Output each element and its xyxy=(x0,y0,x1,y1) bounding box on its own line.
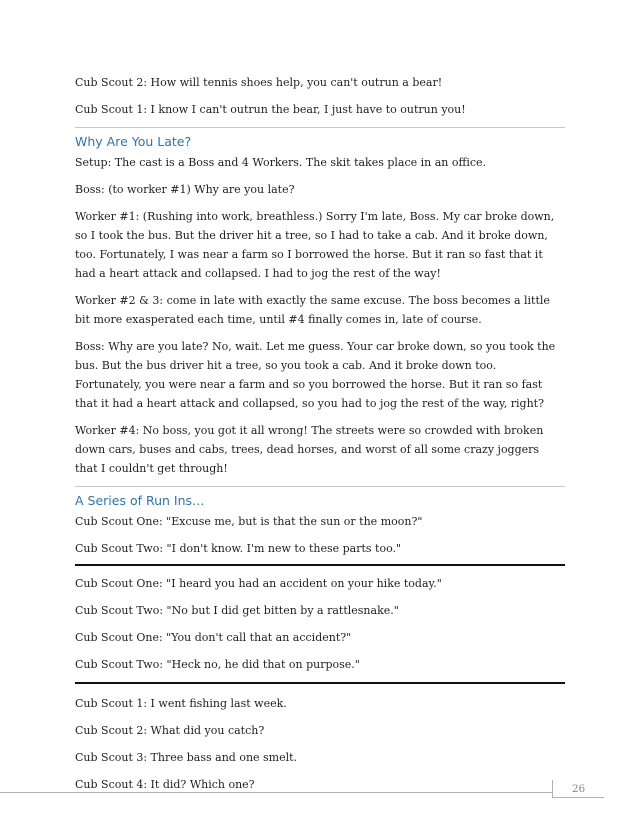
dialogue-line: Cub Scout 4: It did? Which one? xyxy=(75,778,255,791)
dialogue-paragraph: Boss: Why are you late? No, wait. Let me guess. Your car broke down, so you took the bus. But the bus driver hit a tree, so you took a cab. And it broke down too. Fortunately, you were near a farm and so you borrowed the horse. But it ran so fast that it had a heart attack and collapsed, so you had to jog the rest of the way, right? xyxy=(75,340,556,410)
joke-block-rattlesnake xyxy=(75,574,565,674)
section-divider xyxy=(75,127,565,128)
joke-divider xyxy=(75,564,565,566)
dialogue-line: Cub Scout One: "I heard you had an accident on your hike today." xyxy=(75,577,442,590)
section-divider xyxy=(75,486,565,487)
page-number: 26 xyxy=(552,780,604,798)
dialogue-line: Cub Scout 1: I know I can't outrun the bear, I just have to outrun you! xyxy=(75,103,466,116)
page-footer xyxy=(0,775,638,805)
dialogue-line: Cub Scout 1: I went fishing last week. xyxy=(75,697,287,710)
page-content xyxy=(75,73,565,802)
dialogue-paragraph: Worker #1: (Rushing into work, breathless.) Sorry I'm late, Boss. My car broke down, so I took the bus. But the driver hit a tree, so I had to take a cab. And it broke down, too. Fortunately, I was near a farm so I borrowed the horse. But it ran so fast that it had a heart attack and collapsed. I had to jog the rest of the way! xyxy=(75,210,555,280)
joke-divider xyxy=(75,682,565,684)
section-title: Why Are You Late? xyxy=(75,134,192,149)
dialogue-line: Cub Scout Two: "No but I did get bitten by a rattlesnake." xyxy=(75,604,399,617)
dialogue-line: Cub Scout One: "You don't call that an accident?" xyxy=(75,631,352,644)
dialogue-paragraph: Worker #2 & 3: come in late with exactly the same excuse. The boss becomes a little bit more exasperated each time, until #4 finally comes in, late of course. xyxy=(75,294,550,326)
section-series-of-run-ins xyxy=(75,486,565,794)
dialogue-line: Cub Scout 2: How will tennis shoes help, you can't outrun a bear! xyxy=(75,76,443,89)
dialogue-line: Cub Scout 3: Three bass and one smelt. xyxy=(75,751,298,764)
dialogue-line: Cub Scout Two: "I don't know. I'm new to these parts too." xyxy=(75,542,402,555)
dialogue-line: Cub Scout 2: What did you catch? xyxy=(75,724,265,737)
dialogue-paragraph: Worker #4: No boss, you got it all wrong! The streets were so crowded with broken down cars, buses and cabs, trees, dead horses, and worst of all some crazy joggers that I couldn't get through! xyxy=(75,424,544,475)
footer-rule xyxy=(0,792,552,793)
dialogue-line: Cub Scout One: "Excuse me, but is that the sun or the moon?" xyxy=(75,515,423,528)
intro-dialogue xyxy=(75,73,565,119)
joke-block-sun-moon xyxy=(75,512,565,558)
dialogue-line: Boss: (to worker #1) Why are you late? xyxy=(75,183,295,196)
section-title: A Series of Run Ins… xyxy=(75,493,205,508)
setup-line: Setup: The cast is a Boss and 4 Workers. The skit takes place in an office. xyxy=(75,156,487,169)
section-why-are-you-late xyxy=(75,127,565,478)
dialogue-line: Cub Scout Two: "Heck no, he did that on purpose." xyxy=(75,658,360,671)
